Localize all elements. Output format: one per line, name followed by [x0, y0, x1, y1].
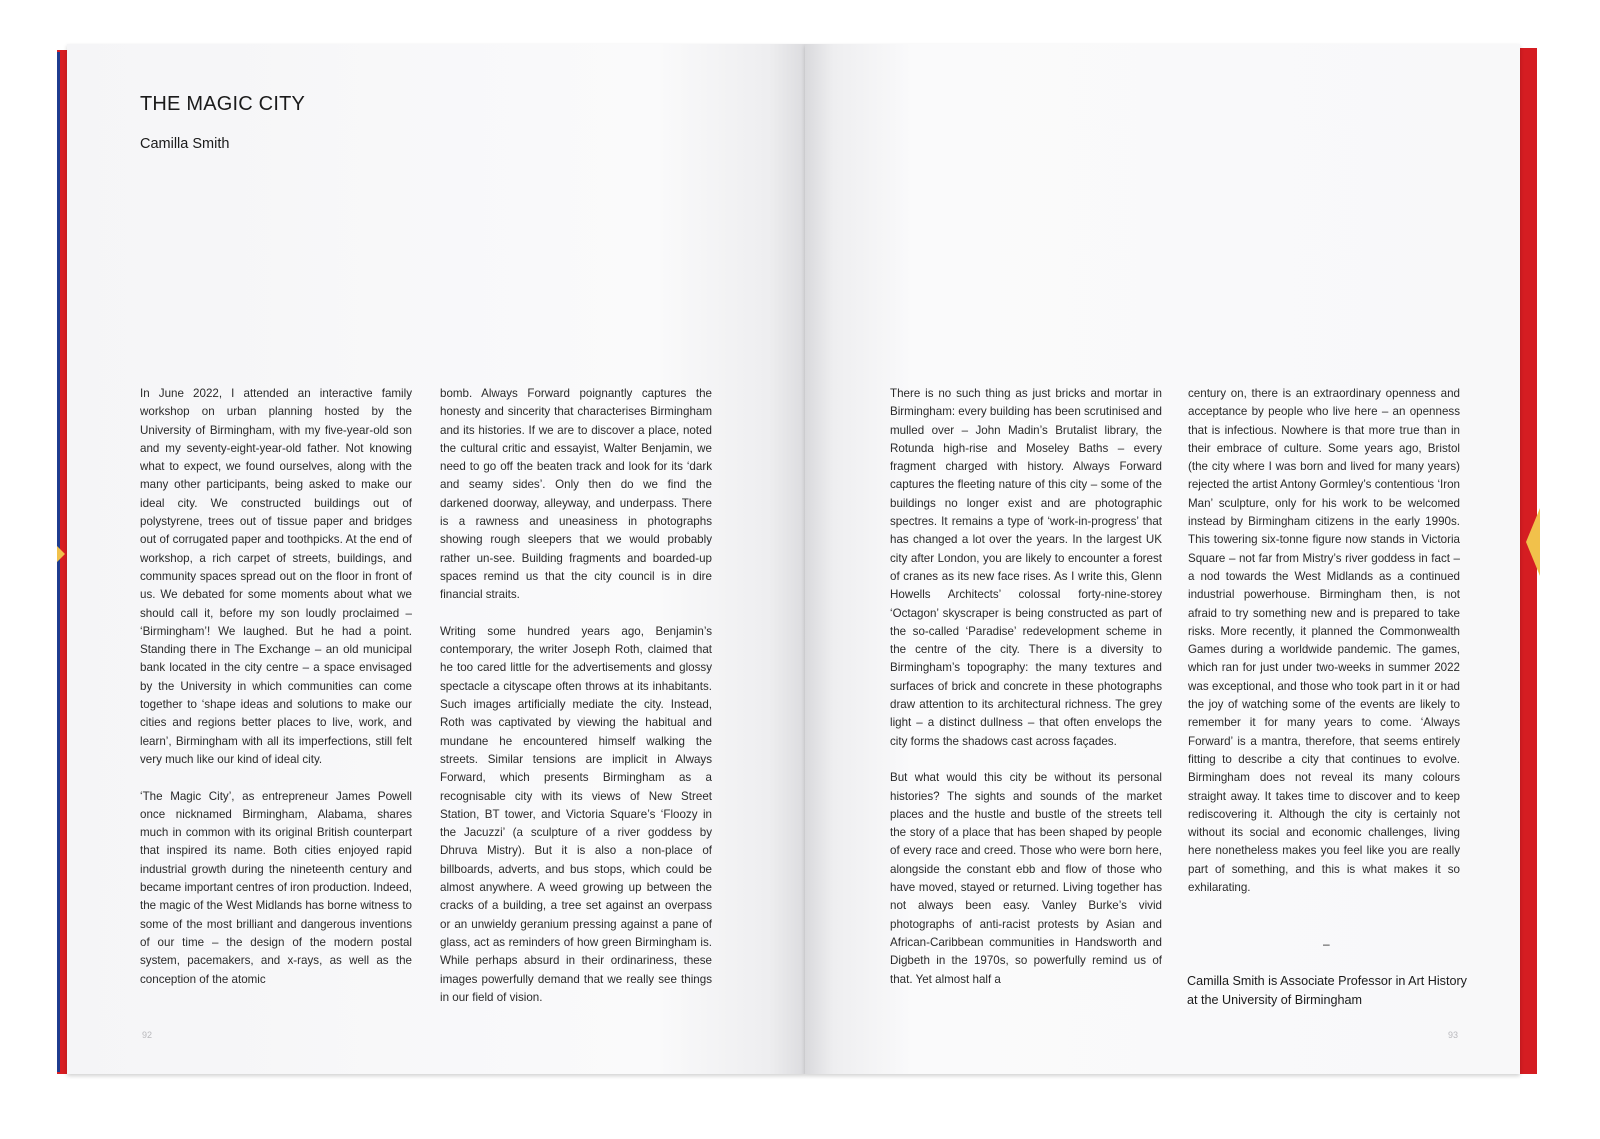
cover-edge-left-stripe [57, 52, 60, 1072]
section-separator: – [1323, 937, 1330, 951]
paragraph: But what would this city be without its personal histories? The sights and sounds of the market places and the hustle and bustle of the streets tell the story of a place that has been shaped by people of every race and creed. Those who were born here, alongside the constant ebb and flow of those who have moved, stayed or returned. Living together has not always been easy. Vanley Burke’s vivid photographs of anti-racist protests by Asian and African-Caribbean communities in Handsworth and Digbeth in the 1970s, so powerfully remind us of that. Yet almost half a [890, 771, 1162, 986]
paragraph: bomb. Always Forward poignantly captures the honesty and sincerity that characterises Birmingham and its histories. If we are to discover a place, noted the cultural critic and essayist, Walter Benjamin, we need to go off the beaten track and look for its ‘dark and seamy sides’. Only then do we find the darkened doorway, alleyway, and underpass. There is a rawness and uneasiness in photographs showing rough sleepers that we would probably rather un-see. Building fragments and boarded-up spaces remind us that the city council is in dire financial straits. [440, 387, 712, 602]
cover-edge-left-accent [57, 546, 65, 562]
cover-edge-right-accent [1526, 508, 1540, 576]
page-number-left: 92 [142, 1030, 153, 1040]
text-column-4 [1188, 385, 1460, 916]
paragraph: In June 2022, I attended an interactive family workshop on urban planning hosted by the University of Birmingham, with my five-year-old son and my seventy-eight-year-old father. Not knowing what to expect, we found ourselves, along with the many other participants, being asked to make our ideal city. We constructed buildings out of polystyrene, trees out of tissue paper and bridges out of corrugated paper and toothpicks. At the end of workshop, a rich carpet of streets, buildings, and community spaces spread out on the floor in front of us. We debated for some moments about what we should call it, before my son loudly proclaimed – ‘Birmingham’! We laughed. But he had a point. Standing there in The Exchange – an old municipal bank located in the city centre – a space envisaged by the University in which communities can come together to ‘shape ideas and solutions to make our cities and regions better places to live, work, and learn’, Birmingham with all its imperfections, still felt very much like our kind of ideal city. [140, 387, 412, 766]
article-author: Camilla Smith [140, 136, 230, 152]
text-column-3 [890, 385, 1162, 1007]
text-column-2 [440, 385, 712, 1025]
paragraph: There is no such thing as just bricks and mortar in Birmingham: every building has been scrutinised and mulled over – John Madin’s Brutalist library, the Rotunda high-rise and Moseley Baths – every fragment charged with history. Always Forward captures the fleeting nature of this city – some of the buildings no longer exist and are photographic spectres. It remains a type of ‘work-in-progress’ that has changed a lot over the years. In the largest UK city after London, you are likely to encounter a forest of cranes as its new face rises. As I write this, Glenn Howells Architects’ colossal forty-nine-storey ‘Octagon’ skyscraper is being constructed as part of the so-called ‘Paradise’ redevelopment scheme in the centre of the city. There is a diversity to Birmingham’s topography: the many textures and surfaces of brick and concrete in these photographs draw attention to its architectural richness. The grey light – a distinct dullness – that often envelops the city forms the shadows cast across façades. [890, 387, 1162, 748]
article-title: THE MAGIC CITY [140, 93, 306, 115]
text-column-1 [140, 385, 412, 1007]
paragraph: century on, there is an extraordinary openness and acceptance by people who live here – an openness that is infectious. Nowhere is that more true than in their embrace of culture. Some years ago, Bristol (the city where I was born and lived for many years) rejected the artist Antony Gormley’s contentious ‘Iron Man’ sculpture, only for his work to be welcomed instead by Birmingham citizens in the early 1990s. This towering six-tonne figure now stands in Victoria Square – not far from Mistry’s river goddess in fact – a nod towards the West Midlands as a continued industrial powerhouse. Birmingham then, is not afraid to try something new and is prepared to take risks. More recently, it planned the Commonwealth Games during a worldwide pandemic. The games, which ran for just under two-weeks in summer 2022 was exceptional, and those who took part in it or had the joy of watching some of the events are likely to remember it for many years to come. ‘Always Forward’ is a mantra, therefore, that seems entirely fitting to describe a city that continues to evolve. Birmingham does not reveal its many colours straight away. It takes time to discover and to keep rediscovering it. Although the city is certainly not without its social and economic challenges, living here nonetheless makes you feel like you are really part of something, and this is what makes it so exhilarating. [1188, 387, 1460, 895]
page-number-right: 93 [1448, 1030, 1459, 1040]
paragraph: ‘The Magic City’, as entrepreneur James Powell once nicknamed Birmingham, Alabama, shares much in common with its original British counterpart that inspired its name. Both cities enjoyed rapid industrial growth during the nineteenth century and became important centres of iron production. Indeed, the magic of the West Midlands has borne witness to some of the most brilliant and dangerous inventions of our time – the design of the modern postal system, pacemakers, and x-rays, as well as the conception of the atomic [140, 789, 412, 986]
paragraph: Writing some hundred years ago, Benjamin’s contemporary, the writer Joseph Roth, claimed that he too cared little for the advertisements and glossy spectacle a cityscape often throws at its inhabitants. Such images artificially mediate the city. Instead, Roth was captivated by viewing the habitual and mundane he encountered himself walking the streets. Similar tensions are implicit in Always Forward, which presents Birmingham as a recognisable city with its views of New Street Station, BT tower, and Victoria Square’s ‘Floozy in the Jacuzzi’ (a sculpture of a river goddess by Dhruva Mistry). But it is also a non-place of billboards, adverts, and bus stops, which could be almost anywhere. A weed growing up between the cracks of a building, a tree set against an overpass or an unwieldy geranium pressing against a pane of glass, act as reminders of how green Birmingham is. While perhaps absurd in their ordinariness, these images powerfully demand that we really see things in our field of vision. [440, 624, 712, 1004]
author-bio: Camilla Smith is Associate Professor in Art History at the University of Birmingham [1187, 974, 1467, 1007]
